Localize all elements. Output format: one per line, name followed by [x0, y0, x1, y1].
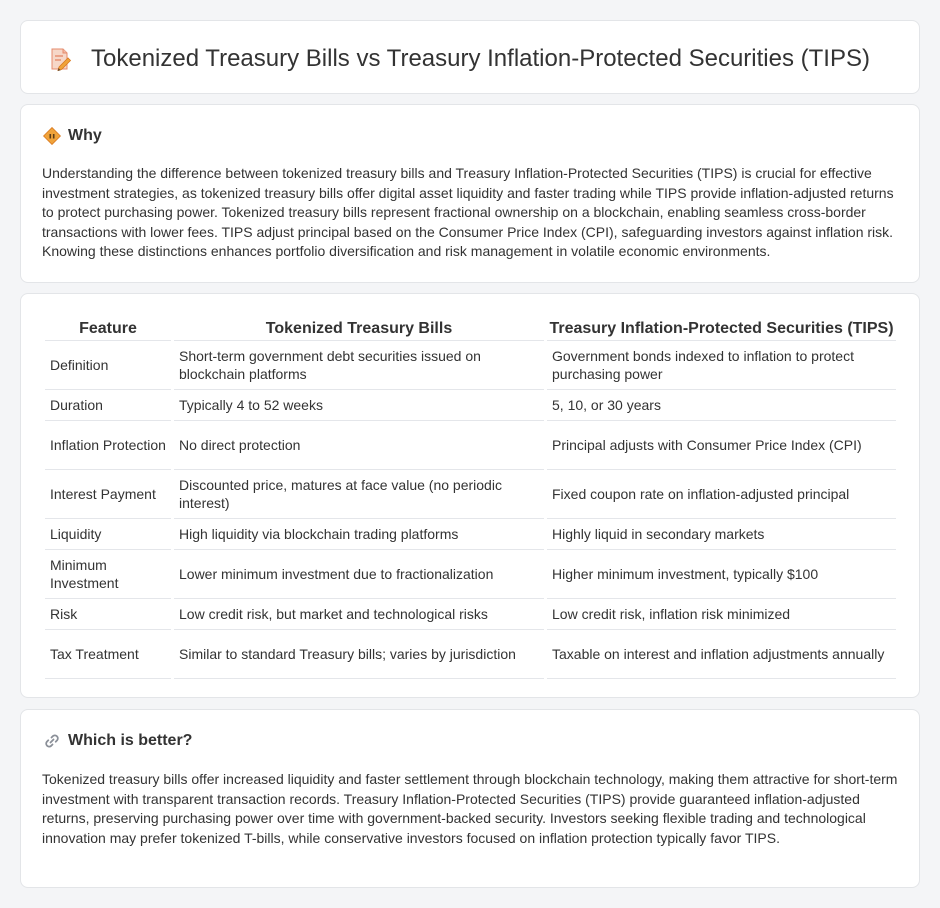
row-feature: Interest Payment	[45, 470, 171, 519]
header-tips: Treasury Inflation-Protected Securities (TIPS)	[547, 313, 896, 341]
comparison-table-section	[20, 293, 920, 698]
row-tokenized: Discounted price, matures at face value (no periodic interest)	[174, 470, 544, 519]
row-tokenized: High liquidity via blockchain trading platforms	[174, 519, 544, 550]
diamond-sign-icon	[43, 127, 61, 145]
better-heading: Which is better?	[68, 732, 193, 749]
row-feature: Tax Treatment	[45, 630, 171, 679]
row-tips: Government bonds indexed to inflation to protect purchasing power	[547, 341, 896, 390]
title-row	[47, 45, 870, 73]
why-section	[20, 104, 920, 283]
row-feature: Risk	[45, 599, 171, 630]
row-feature: Liquidity	[45, 519, 171, 550]
why-heading-row	[43, 127, 102, 145]
header-feature: Feature	[45, 313, 171, 341]
table-row	[45, 519, 896, 550]
row-tokenized: Lower minimum investment due to fractionalization	[174, 550, 544, 599]
table-row	[45, 341, 896, 390]
row-feature: Definition	[45, 341, 171, 390]
row-tips: Taxable on interest and inflation adjustments annually	[547, 630, 896, 679]
table-row	[45, 550, 896, 599]
row-tokenized: Short-term government debt securities issued on blockchain platforms	[174, 341, 544, 390]
header-tokenized: Tokenized Treasury Bills	[174, 313, 544, 341]
row-tips: Highly liquid in secondary markets	[547, 519, 896, 550]
comparison-table	[42, 313, 899, 679]
link-icon	[43, 732, 61, 750]
why-heading: Why	[68, 127, 102, 144]
row-tips: Fixed coupon rate on inflation-adjusted principal	[547, 470, 896, 519]
row-tokenized: Typically 4 to 52 weeks	[174, 390, 544, 421]
row-feature: Inflation Protection	[45, 421, 171, 470]
table-row	[45, 421, 896, 470]
row-tips: Principal adjusts with Consumer Price Index (CPI)	[547, 421, 896, 470]
table-header-row	[45, 313, 896, 341]
page-title: Tokenized Treasury Bills vs Treasury Inflation-Protected Securities (TIPS)	[91, 45, 870, 72]
which-is-better-section	[20, 709, 920, 888]
document-pencil-icon	[47, 46, 73, 72]
row-tips: 5, 10, or 30 years	[547, 390, 896, 421]
row-feature: Duration	[45, 390, 171, 421]
table-row	[45, 599, 896, 630]
row-tokenized: Similar to standard Treasury bills; varies by jurisdiction	[174, 630, 544, 679]
row-feature: Minimum Investment	[45, 550, 171, 599]
better-heading-row	[43, 732, 192, 750]
table-row	[45, 630, 896, 679]
row-tokenized: No direct protection	[174, 421, 544, 470]
row-tips: Low credit risk, inflation risk minimized	[547, 599, 896, 630]
row-tips: Higher minimum investment, typically $100	[547, 550, 896, 599]
title-card	[20, 20, 920, 94]
why-text: Understanding the difference between tokenized treasury bills and Treasury Inflation-Protected Securities (TIPS) is crucial for effective investment strategies, as tokenized treasury bills offer digital asset liquidity and faster trading while TIPS provide inflation-adjusted returns to protect purchasing power. Tokenized treasury bills represent fractional ownership on a blockchain, enabling seamless cross-border transactions with lower fees. TIPS adjust principal based on the Consumer Price Index (CPI), safeguarding investors against inflation risk. Knowing these distinctions enhances portfolio diversification and risk management in volatile economic environments.	[42, 165, 894, 260]
table-row	[45, 390, 896, 421]
row-tokenized: Low credit risk, but market and technological risks	[174, 599, 544, 630]
table-row	[45, 470, 896, 519]
better-text: Tokenized treasury bills offer increased liquidity and faster settlement through blockchain technology, making them attractive for short-term investment with transparent transaction records. Treasury Inflation-Protected Securities (TIPS) provide guaranteed inflation-adjusted returns, preserving purchasing power over time with government-backed security. Investors seeking flexible trading and technological innovation may prefer tokenized T-bills, while conservative investors focused on inflation protection typically favor TIPS.	[42, 771, 898, 846]
